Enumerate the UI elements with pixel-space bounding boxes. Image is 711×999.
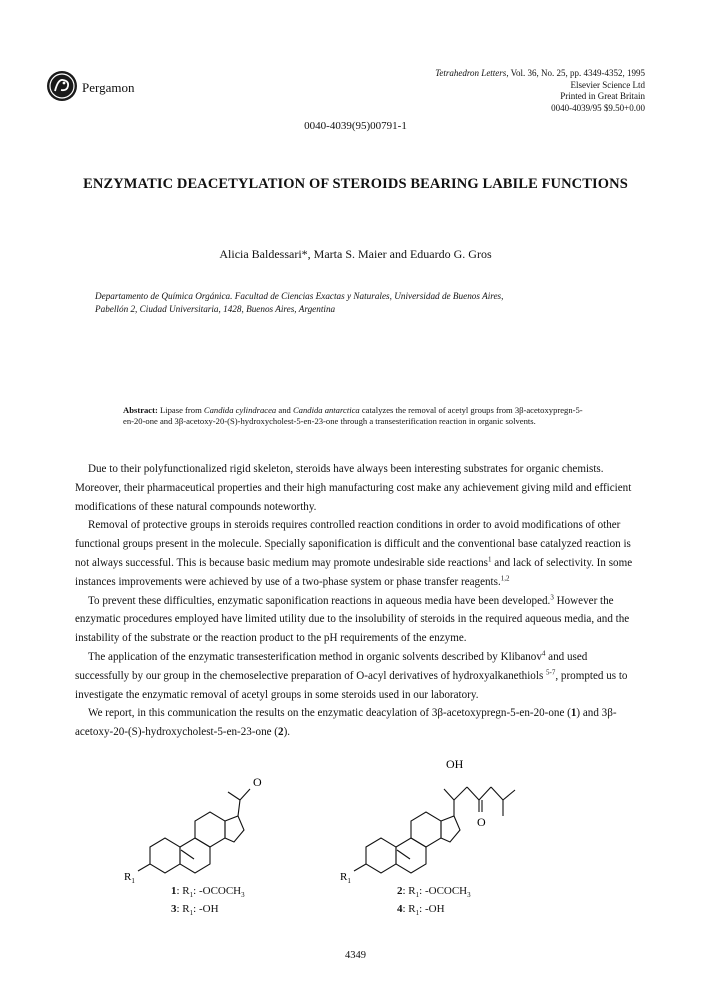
abstract: Abstract: Lipase from Candida cylindracea and Candida antarctica catalyzes the removal of acetyl groups from 3β-acetoxypregn-5-en-20-one and 3β-acetoxy-20-(S)-hydroxycholest-5-en-23-one through a transesterification reaction in organic solvents.	[123, 405, 583, 426]
journal-info	[435, 68, 645, 114]
compound-caption-1: 1: $R_1$: $-OCOCH_3$	[171, 885, 245, 900]
citation-ref: 1,2	[500, 574, 510, 583]
pergamon-logo-icon	[46, 70, 78, 102]
compound-number: 1	[570, 707, 577, 720]
atom-label-oh: OH	[446, 757, 464, 771]
journal-name: Tetrahedron Letters	[435, 68, 507, 78]
r1-label: $R_1$	[124, 871, 135, 885]
publisher-line: Elsevier Science Ltd	[570, 79, 645, 90]
atom-label-o: O	[477, 815, 486, 829]
steroid-structures-figure	[0, 740, 711, 940]
paragraph-5: We report, in this communication the results on the enzymatic deacylation of 3β-acetoxypregn-5-en-20-one (1) and 3β-acetoxy-20-(S)-hydroxycholest-5-en-23-one (2).	[75, 707, 617, 739]
atom-label-o: O	[253, 775, 262, 789]
citation-ref: 3	[550, 592, 554, 601]
affiliation: Departamento de Química Orgánica. Facultad de Ciencias Exactas y Naturales, Universidad de Buenos Aires, Pabellón 2, Ciudad Universitaria, 1428, Buenos Aires, Argentina	[95, 291, 504, 314]
citation-ref: 5-7	[546, 668, 556, 677]
abstract-label: Abstract:	[123, 405, 158, 415]
journal-citation: Tetrahedron Letters, Vol. 36, No. 25, pp. 4349-4352, 1995	[435, 68, 645, 78]
paragraph-2: Removal of protective groups in steroids requires controlled reaction conditions in order to avoid modifications of other functional groups present in the molecule. Specially saponification is difficult and the conventional base catalyzed reaction is not always successful. This is because basic medium may promote undesirable side reactions$^1$ and lack of selectivity. In some instances improvements were achieved by use of a two-phase system or phase transfer reagents.$^{1,2}$	[75, 519, 633, 588]
structure-2-skeleton	[354, 787, 515, 873]
compound-caption-3: 3: $R_1$: -OH	[171, 903, 219, 918]
printed-line: Printed in Great Britain	[560, 91, 645, 101]
species-name: Candida cylindracea	[203, 405, 277, 415]
compound-number: 2	[278, 726, 284, 739]
issn-price: 0040-4039/95 $9.50+0.00	[551, 102, 645, 113]
compound-caption-4: 4: $R_1$: -OH	[397, 903, 445, 918]
species-name: Candida antarctica	[292, 405, 360, 415]
compound-caption-2: 2: $R_1$: $-OCOCH_3$	[397, 885, 471, 900]
author-list: Alicia Baldessari*, Marta S. Maier and Eduardo G. Gros	[219, 247, 492, 261]
publisher-logo-block	[46, 70, 186, 110]
r1-label: $R_1$	[340, 871, 351, 885]
body-text	[75, 460, 635, 742]
citation-ref: 4	[541, 649, 546, 658]
doi-line: 0040-4039(95)00791-1	[304, 120, 407, 132]
paragraph-1: Due to their polyfunctionalized rigid skeleton, steroids have always been interesting substrates for organic chemists. Moreover, their pharmaceutical properties and their high manufacturing cost make any achievement giving mild and efficient modifications of these natural compounds noteworthy.	[75, 463, 632, 513]
citation-ref: 1	[487, 555, 492, 564]
structure-1-skeleton	[138, 789, 250, 873]
article-title: ENZYMATIC DEACETYLATION OF STEROIDS BEARING LABILE FUNCTIONS	[83, 176, 628, 192]
publisher-name: Pergamon	[82, 80, 135, 95]
page-number: 4349	[345, 950, 366, 961]
paragraph-3: To prevent these difficulties, enzymatic saponification reactions in aqueous media have been developed.$^3$ However the enzymatic procedures employed have limited utility due to the insolubility of steroids in the required aqueous media, and the instability of the substrate or the reaction product to the pH requirements of the enzyme.	[75, 592, 630, 645]
paragraph-4: The application of the enzymatic transesterification method in organic solvents described by Klibanov$^4$ and used successfully by our group in the chemoselective preparation of O-acyl derivatives of hydroxyalkanethiols $^{5-7}$, prompted us to investigate the enzymatic removal of acetyl groups in some steroids used in our laboratory.	[75, 649, 628, 701]
